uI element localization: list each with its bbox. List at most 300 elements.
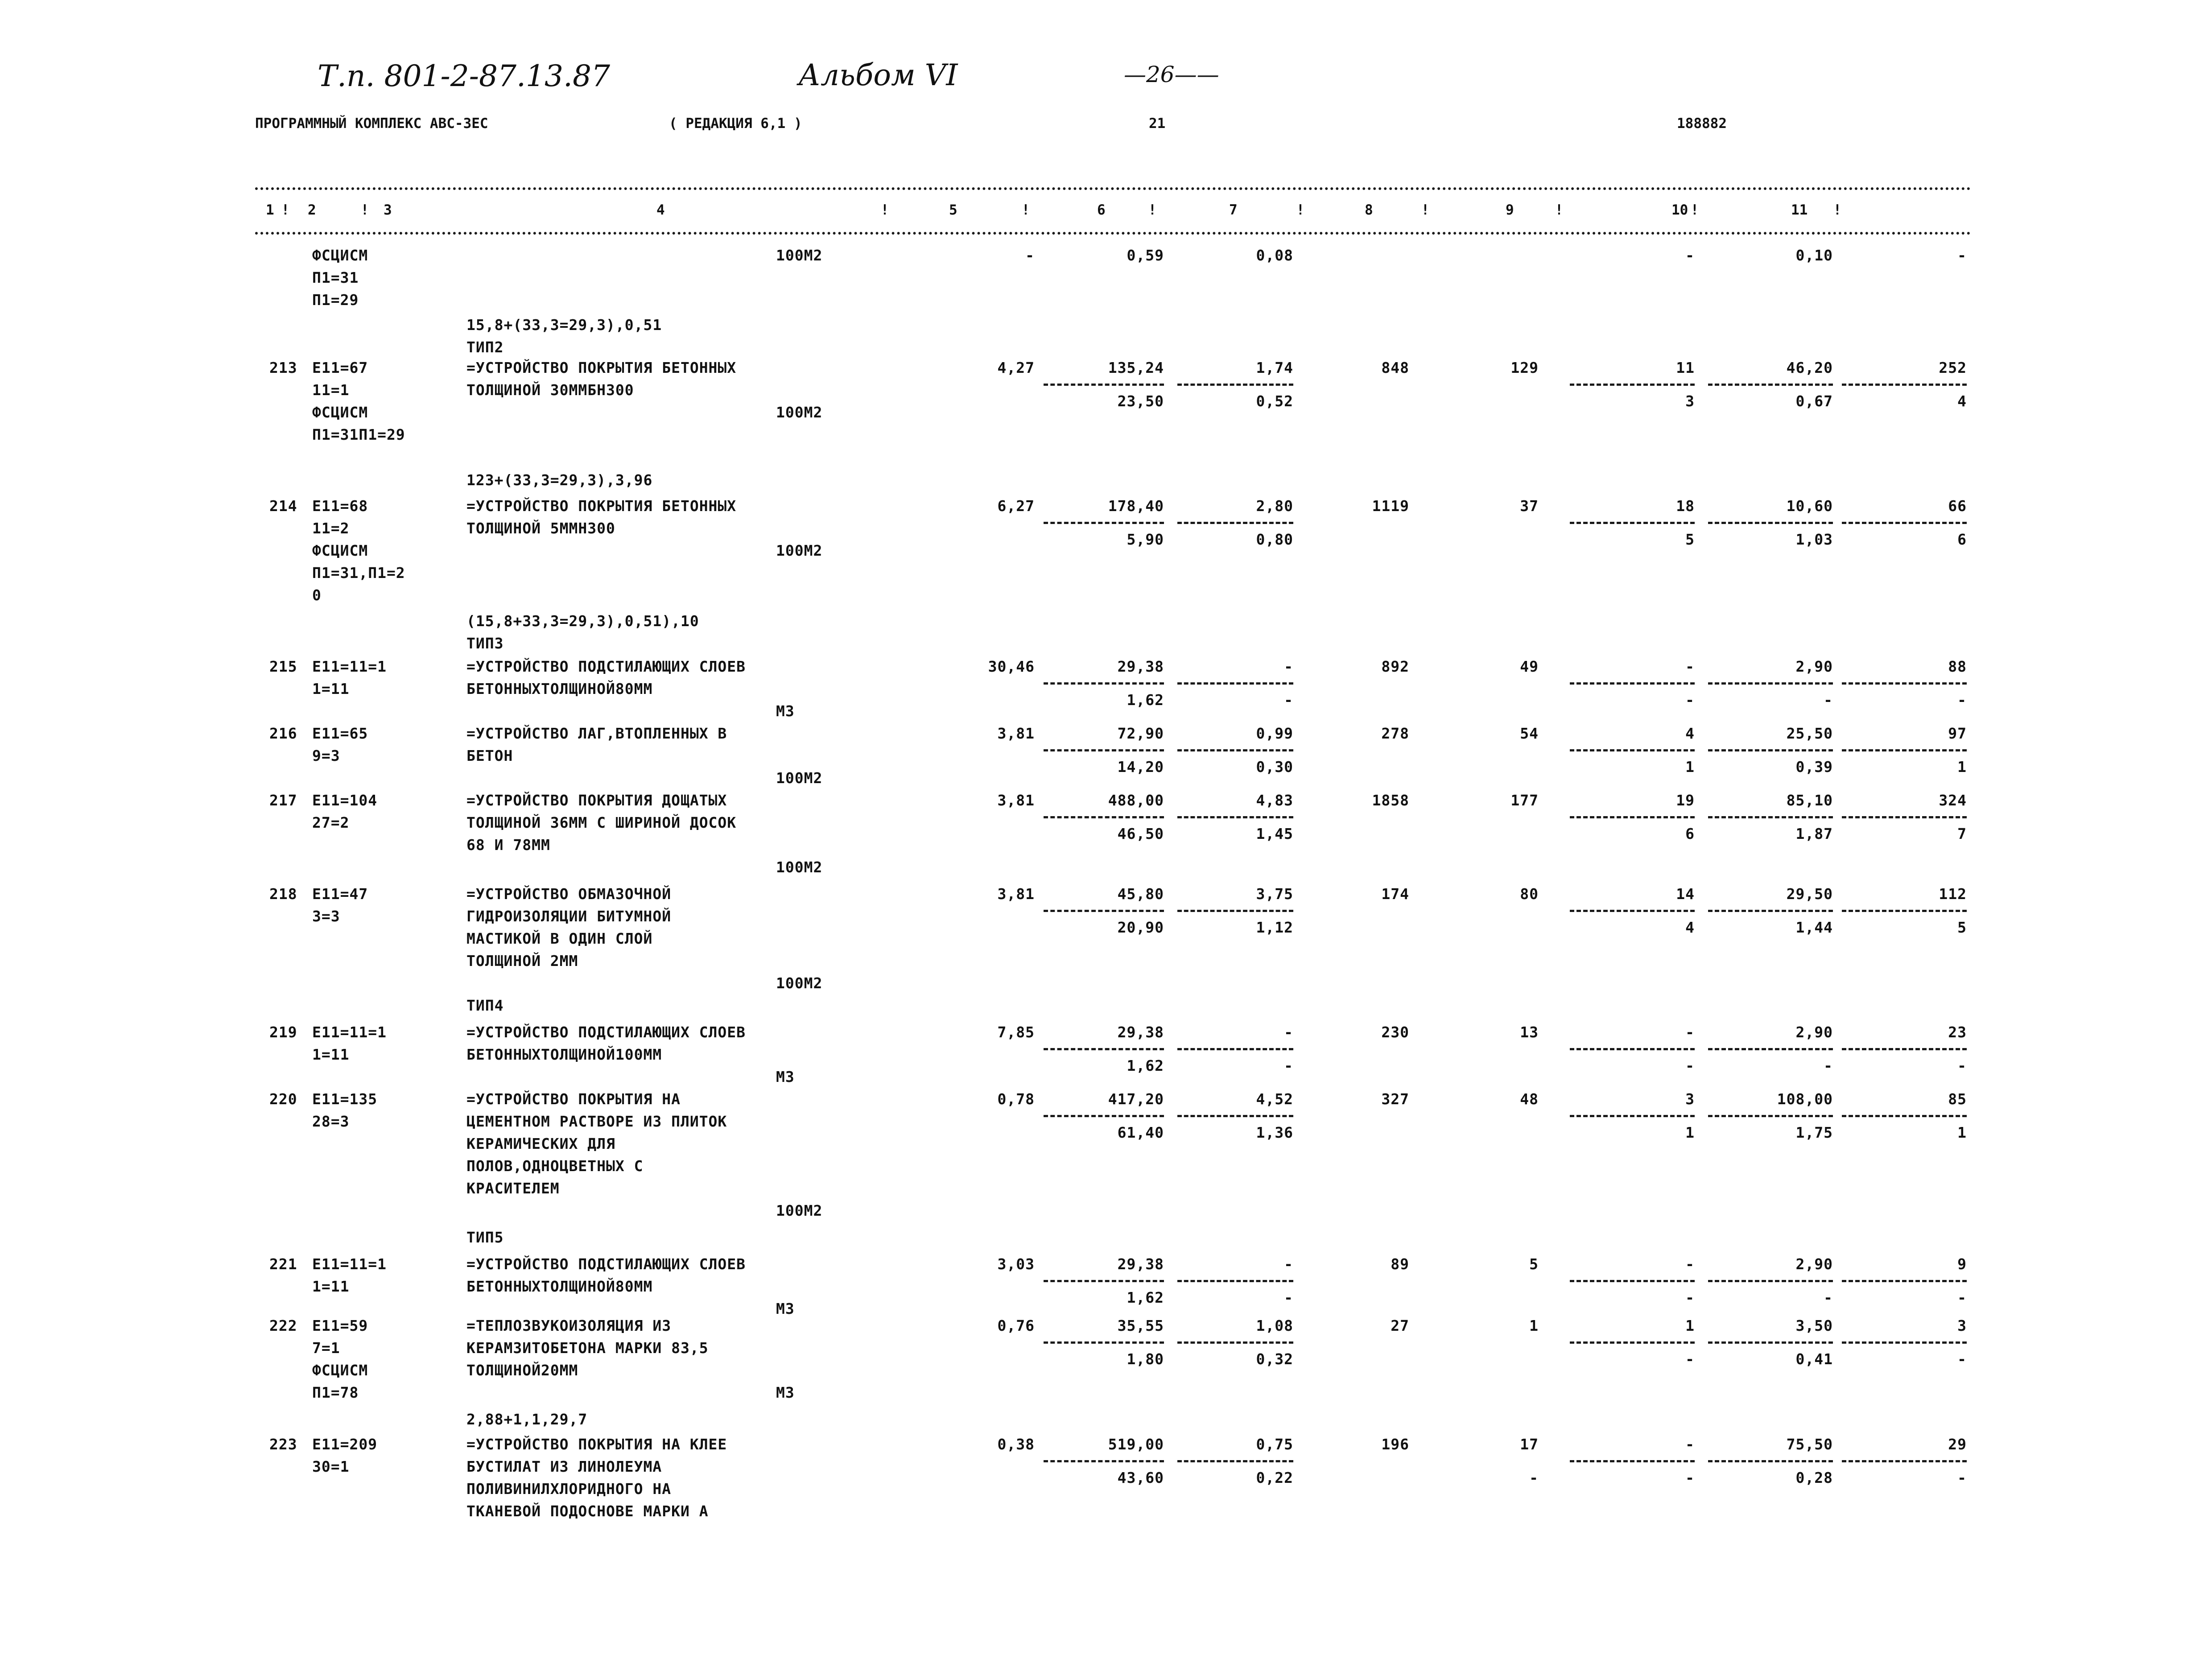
unit-of-measure: М3: [776, 702, 795, 720]
column-separator: !: [360, 202, 369, 218]
work-description: =УСТРОЙСТВО ПОДСТИЛАЮЩИХ СЛОЕВ БЕТОННЫХТОЛЩИНОЙ80ММ: [466, 1255, 746, 1295]
subtotal-rule: [1708, 1280, 1833, 1282]
work-description: =УСТРОЙСТВО ПОКРЫТИЯ НА ЦЕМЕНТНОМ РАСТВОРЕ ИЗ ПЛИТОК КЕРАМИЧЕСКИХ ДЛЯ ПОЛОВ,ОДНОЦВЕТНЫХ С КРАСИТЕЛЕМ: [466, 1090, 727, 1197]
table-row: [0, 722, 2212, 787]
document-id: 188882: [1677, 116, 1727, 132]
cell-col-6-lower: 1,45: [1256, 825, 1293, 842]
cell-col-11: 9: [1957, 1255, 1967, 1273]
cell-col-5-lower: 46,50: [1117, 825, 1164, 842]
cell-col-11-lower: -: [1957, 1469, 1967, 1486]
cell-col-9: -: [1685, 1255, 1695, 1273]
subtotal-rule: [1177, 1460, 1293, 1462]
cell-col-10-lower: -: [1824, 1057, 1833, 1074]
row-number: 218: [269, 885, 297, 903]
cell-col-6-lower: 1,36: [1256, 1124, 1293, 1141]
cell-col-6: 0,75: [1256, 1436, 1293, 1453]
cell-col-7: 1858: [1372, 792, 1409, 809]
cell-col-10-lower: 0,41: [1795, 1350, 1833, 1368]
cell-col-8: 37: [1520, 497, 1539, 515]
quantity: -: [1025, 247, 1035, 264]
subtotal-rule: [1177, 384, 1293, 386]
subtotal-rule: [1708, 384, 1833, 386]
edition-label: ( РЕДАКЦИЯ 6,1 ): [669, 116, 802, 132]
cell-col-8: 17: [1520, 1436, 1539, 1453]
cell-col-7: 327: [1381, 1090, 1409, 1108]
row-number: 222: [269, 1317, 297, 1334]
work-description: =УСТРОЙСТВО ПОКРЫТИЯ ДОЩАТЫХ ТОЛЩИНОЙ 36ММ С ШИРИНОЙ ДОСОК 68 И 78ММ: [466, 792, 737, 854]
table-row: [0, 995, 2212, 1014]
cell-col-7: 174: [1381, 885, 1409, 903]
column-header-5: 5: [949, 202, 957, 218]
column-header-4: 4: [656, 202, 665, 218]
row-number: 221: [269, 1255, 297, 1273]
row-number: 223: [269, 1436, 297, 1453]
cell-col-10-lower: 1,75: [1795, 1124, 1833, 1141]
subtotal-rule: [1044, 1048, 1164, 1050]
quantity: 7,85: [997, 1023, 1035, 1041]
subtotal-rule: [1570, 816, 1695, 818]
cell-col-11-lower: 5: [1957, 919, 1967, 936]
unit-of-measure: М3: [776, 1300, 795, 1317]
column-header-7: 7: [1229, 202, 1238, 218]
cell-col-9-lower: -: [1685, 1289, 1695, 1306]
cell-col-10-lower: 0,39: [1795, 758, 1833, 776]
table-row: [0, 789, 2212, 876]
cell-col-5-lower: 20,90: [1117, 919, 1164, 936]
cell-col-10-lower: 1,03: [1795, 531, 1833, 548]
rate-code: Е11=11=1 1=11: [312, 1023, 387, 1063]
subtotal-rule: [1842, 1341, 1967, 1344]
subtotal-rule: [1842, 522, 1967, 524]
cell-col-5-lower: 1,62: [1127, 691, 1164, 709]
row-number: 213: [269, 359, 297, 376]
cell-col-10-lower: 0,67: [1795, 392, 1833, 410]
cell-col-5-lower: 5,90: [1127, 531, 1164, 548]
cell-col-5-lower: 61,40: [1117, 1124, 1164, 1141]
cell-col-9: 1: [1685, 1317, 1695, 1334]
cell-col-5: 72,90: [1117, 725, 1164, 742]
cell-col-9-lower: 6: [1685, 825, 1695, 842]
rate-code: Е11=11=1 1=11: [312, 658, 387, 697]
cell-col-6: 1,08: [1256, 1317, 1293, 1334]
cell-col-8: 49: [1520, 658, 1539, 675]
column-header-6: 6: [1097, 202, 1106, 218]
column-header-10: 10: [1671, 202, 1688, 218]
quantity: 3,81: [997, 885, 1035, 903]
cell-col-9: 3: [1685, 1090, 1695, 1108]
cell-col-8: 1: [1529, 1317, 1539, 1334]
table-row: [0, 1408, 2212, 1428]
subtotal-rule: [1177, 816, 1293, 818]
cell-col-10-lower: 1,44: [1795, 919, 1833, 936]
subtotal-rule: [1842, 1280, 1967, 1282]
subtotal-rule: [1177, 1048, 1293, 1050]
rate-code: Е11=135 28=3: [312, 1090, 378, 1130]
cell-col-6-lower: 0,30: [1256, 758, 1293, 776]
subtotal-rule: [1842, 749, 1967, 751]
cell-col-9: -: [1685, 1436, 1695, 1453]
cell-col-11-lower: -: [1957, 1350, 1967, 1368]
subtotal-rule: [1842, 682, 1967, 685]
work-description: =УСТРОЙСТВО ОБМАЗОЧНОЙ ГИДРОИЗОЛЯЦИИ БИТУМНОЙ МАСТИКОЙ В ОДИН СЛОЙ ТОЛЩИНОЙ 2ММ: [466, 885, 672, 970]
column-header-1: 1: [266, 202, 274, 218]
column-header-2: 2: [308, 202, 316, 218]
table-row: [0, 1088, 2212, 1219]
quantity: 3,03: [997, 1255, 1035, 1273]
cell-col-5: 135,24: [1108, 359, 1164, 376]
column-separator: !: [1421, 202, 1430, 218]
cell-col-7: 196: [1381, 1436, 1409, 1453]
cell-col-5: 519,00: [1108, 1436, 1164, 1453]
cell-col-11: 88: [1948, 658, 1967, 675]
subtotal-rule: [1708, 1048, 1833, 1050]
quantity: 6,27: [997, 497, 1035, 515]
cell-col-6: 4,52: [1256, 1090, 1293, 1108]
cell-col-5: 35,55: [1117, 1317, 1164, 1334]
table-row: [0, 244, 2212, 309]
unit-of-measure: 100М2: [776, 858, 823, 876]
cell-col-9: -: [1685, 1023, 1695, 1041]
cell-col-6: 1,74: [1256, 359, 1293, 376]
work-description: =УСТРОЙСТВО ПОКРЫТИЯ БЕТОННЫХ ТОЛЩИНОЙ 30ММБН300: [466, 359, 737, 399]
subtotal-rule: [1177, 749, 1293, 751]
cell-col-11-lower: 4: [1957, 392, 1967, 410]
cell-col-11: 97: [1948, 725, 1967, 742]
subtotal-rule: [1570, 682, 1695, 685]
subtotal-rule: [1708, 816, 1833, 818]
cell-col-11: 252: [1939, 359, 1967, 376]
subtotal-rule: [1044, 1341, 1164, 1344]
subtotal-rule: [1708, 910, 1833, 912]
cell-col-11-lower: 1: [1957, 758, 1967, 776]
subtotal-rule: [1570, 1048, 1695, 1050]
subtotal-rule: [1570, 1115, 1695, 1117]
cell-col-10: 2,90: [1795, 1255, 1833, 1273]
quantity-formula: ТИП5: [466, 1229, 504, 1246]
subtotal-rule: [1177, 682, 1293, 685]
cell-col-5-lower: 23,50: [1117, 392, 1164, 410]
cell-col-8: 5: [1529, 1255, 1539, 1273]
work-description: =ТЕПЛОЗВУКОИЗОЛЯЦИЯ ИЗ КЕРАМЗИТОБЕТОНА МАРКИ 83,5 ТОЛЩИНОЙ20ММ: [466, 1317, 709, 1379]
subtotal-rule: [1842, 384, 1967, 386]
cell-col-6-lower: 0,32: [1256, 1350, 1293, 1368]
column-separator: !: [1148, 202, 1157, 218]
cell-col-6-lower: 1,12: [1256, 919, 1293, 936]
rate-code: Е11=209 30=1: [312, 1436, 378, 1475]
cell-col-5-lower: 14,20: [1117, 758, 1164, 776]
subtotal-rule: [1842, 1115, 1967, 1117]
column-separator: !: [1296, 202, 1305, 218]
quantity: 0,76: [997, 1317, 1035, 1334]
cell-col-11: 29: [1948, 1436, 1967, 1453]
cell-col-5: 0,59: [1127, 247, 1164, 264]
cell-col-9-lower: -: [1685, 1350, 1695, 1368]
unit-of-measure: 100М2: [776, 404, 823, 421]
cell-col-5: 417,20: [1108, 1090, 1164, 1108]
cell-col-5: 178,40: [1108, 497, 1164, 515]
column-separator: !: [1021, 202, 1030, 218]
table-row: [0, 1315, 2212, 1401]
quantity: 4,27: [997, 359, 1035, 376]
table-row: [0, 610, 2212, 652]
subtotal-rule: [1708, 1115, 1833, 1117]
cell-col-9-lower: -: [1685, 1057, 1695, 1074]
cell-col-9-lower: 4: [1685, 919, 1695, 936]
cell-col-6-lower: 0,80: [1256, 531, 1293, 548]
subtotal-rule: [1570, 1280, 1695, 1282]
cell-col-9: 18: [1676, 497, 1695, 515]
program-name: ПРОГРАММНЫЙ КОМПЛЕКС АВС-3ЕС: [255, 116, 488, 132]
cell-col-5: 29,38: [1117, 1255, 1164, 1273]
subtotal-rule: [1570, 522, 1695, 524]
cell-col-8-lower: -: [1529, 1469, 1539, 1486]
subtotal-rule: [1044, 384, 1164, 386]
quantity-formula: ТИП4: [466, 997, 504, 1014]
cell-col-9-lower: -: [1685, 1469, 1695, 1486]
work-description: =УСТРОЙСТВО ПОКРЫТИЯ НА КЛЕЕ БУСТИЛАТ ИЗ ЛИНОЛЕУМА ПОЛИВИНИЛХЛОРИДНОГО НА ТКАНЕВОЙ ПОДОСНОВЕ МАРКИ А: [466, 1436, 727, 1520]
cell-col-11-lower: 1: [1957, 1124, 1967, 1141]
cell-col-6-lower: -: [1284, 691, 1293, 709]
cell-col-6-lower: 0,52: [1256, 392, 1293, 410]
subtotal-rule: [1044, 910, 1164, 912]
row-number: 219: [269, 1023, 297, 1041]
cell-col-9: -: [1685, 658, 1695, 675]
quantity: 0,78: [997, 1090, 1035, 1108]
document-code: Т.п. 801-2-87.13.87: [318, 59, 610, 93]
subtotal-rule: [1177, 1341, 1293, 1344]
table-row: [0, 1226, 2212, 1246]
subtotal-rule: [1570, 384, 1695, 386]
row-number: 220: [269, 1090, 297, 1108]
cell-col-5: 29,38: [1117, 1023, 1164, 1041]
unit-of-measure: 100М2: [776, 1202, 823, 1219]
cell-col-6: 0,08: [1256, 247, 1293, 264]
work-description: =УСТРОЙСТВО ЛАГ,ВТОПЛЕННЫХ В БЕТОН: [466, 725, 727, 764]
column-separator: !: [880, 202, 889, 218]
work-description: =УСТРОЙСТВО ПОДСТИЛАЮЩИХ СЛОЕВ БЕТОННЫХТОЛЩИНОЙ100ММ: [466, 1023, 746, 1063]
cell-col-10: 2,90: [1795, 658, 1833, 675]
subtotal-rule: [1570, 1341, 1695, 1344]
cell-col-7: 230: [1381, 1023, 1409, 1041]
table-row: [0, 357, 2212, 443]
cell-col-10: 0,10: [1795, 247, 1833, 264]
row-number: 217: [269, 792, 297, 809]
cell-col-9: -: [1685, 247, 1695, 264]
album-label: Альбом VI: [798, 58, 958, 92]
subtotal-rule: [1708, 749, 1833, 751]
cell-col-11-lower: -: [1957, 1057, 1967, 1074]
subtotal-rule: [1044, 1115, 1164, 1117]
quantity: 3,81: [997, 792, 1035, 809]
cell-col-10: 75,50: [1786, 1436, 1833, 1453]
page-number: —26——: [1124, 62, 1219, 87]
quantity-formula: 123+(33,3=29,3),3,96: [466, 471, 653, 489]
table-row: [0, 469, 2212, 489]
cell-col-9-lower: 5: [1685, 531, 1695, 548]
subtotal-rule: [1177, 1115, 1293, 1117]
column-separator: !: [281, 202, 290, 218]
quantity: 3,81: [997, 725, 1035, 742]
cell-col-11: 112: [1939, 885, 1967, 903]
subtotal-rule: [1708, 1460, 1833, 1462]
cell-col-7: 1119: [1372, 497, 1409, 515]
unit-of-measure: М3: [776, 1068, 795, 1085]
cell-col-5: 488,00: [1108, 792, 1164, 809]
column-separator: !: [1833, 202, 1842, 218]
cell-col-6: -: [1284, 1255, 1293, 1273]
cell-col-6: -: [1284, 1023, 1293, 1041]
cell-col-7: 892: [1381, 658, 1409, 675]
cell-col-8: 177: [1510, 792, 1539, 809]
cell-col-10: 2,90: [1795, 1023, 1833, 1041]
cell-col-7: 848: [1381, 359, 1409, 376]
subtotal-rule: [1044, 749, 1164, 751]
subtotal-rule: [1708, 682, 1833, 685]
unit-of-measure: 100М2: [776, 542, 823, 559]
cell-col-10: 108,00: [1777, 1090, 1833, 1108]
cell-col-10: 85,10: [1786, 792, 1833, 809]
cell-col-8: 54: [1520, 725, 1539, 742]
cell-col-9: 19: [1676, 792, 1695, 809]
unit-of-measure: 100М2: [776, 247, 823, 264]
table-row: [0, 1253, 2212, 1317]
cell-col-5: 29,38: [1117, 658, 1164, 675]
subtotal-rule: [1842, 1460, 1967, 1462]
subtotal-rule: [1044, 816, 1164, 818]
rate-code: Е11=104 27=2: [312, 792, 378, 831]
subtotal-rule: [1842, 1048, 1967, 1050]
column-separator: !: [1555, 202, 1564, 218]
table-row: [0, 314, 2212, 356]
cell-col-10: 29,50: [1786, 885, 1833, 903]
quantity-formula: 15,8+(33,3=29,3),0,51 ТИП2: [466, 316, 662, 356]
table-row: [0, 495, 2212, 604]
subtotal-rule: [1044, 1280, 1164, 1282]
cell-col-5-lower: 1,80: [1127, 1350, 1164, 1368]
row-number: 216: [269, 725, 297, 742]
unit-of-measure: М3: [776, 1384, 795, 1401]
cell-col-7: 89: [1391, 1255, 1409, 1273]
sheet-number: 21: [1149, 116, 1166, 132]
cell-col-10-lower: 1,87: [1795, 825, 1833, 842]
subtotal-rule: [1044, 1460, 1164, 1462]
cell-col-11: 23: [1948, 1023, 1967, 1041]
subtotal-rule: [1177, 910, 1293, 912]
rate-code: Е11=11=1 1=11: [312, 1255, 387, 1295]
subtotal-rule: [1708, 1341, 1833, 1344]
subtotal-rule: [1842, 910, 1967, 912]
cell-col-6-lower: -: [1284, 1057, 1293, 1074]
cell-col-10: 25,50: [1786, 725, 1833, 742]
cell-col-7: 278: [1381, 725, 1409, 742]
cell-col-5-lower: 1,62: [1127, 1289, 1164, 1306]
subtotal-rule: [1177, 522, 1293, 524]
rate-code: ФСЦИСМ П1=31 П1=29: [312, 247, 368, 309]
table-row: [0, 1433, 2212, 1520]
cell-col-11: 324: [1939, 792, 1967, 809]
quantity-formula: (15,8+33,3=29,3),0,51),10 ТИП3: [466, 612, 699, 652]
cell-col-6: 0,99: [1256, 725, 1293, 742]
subtotal-rule: [1708, 522, 1833, 524]
cell-col-9: 11: [1676, 359, 1695, 376]
cell-col-8: 129: [1510, 359, 1539, 376]
quantity: 0,38: [997, 1436, 1035, 1453]
subtotal-rule: [1044, 682, 1164, 685]
column-separator: !: [1690, 202, 1699, 218]
cell-col-6-lower: -: [1284, 1289, 1293, 1306]
subtotal-rule: [1842, 816, 1967, 818]
cell-col-11: 66: [1948, 497, 1967, 515]
column-header-8: 8: [1365, 202, 1373, 218]
cell-col-5-lower: 1,62: [1127, 1057, 1164, 1074]
work-description: =УСТРОЙСТВО ПОДСТИЛАЮЩИХ СЛОЕВ БЕТОННЫХТОЛЩИНОЙ80ММ: [466, 658, 746, 697]
cell-col-8: 13: [1520, 1023, 1539, 1041]
cell-col-10: 3,50: [1795, 1317, 1833, 1334]
rate-code: Е11=67 11=1 ФСЦИСМ П1=31П1=29: [312, 359, 405, 443]
cell-col-5-lower: 43,60: [1117, 1469, 1164, 1486]
rate-code: Е11=65 9=3: [312, 725, 368, 764]
cell-col-11: 85: [1948, 1090, 1967, 1108]
cell-col-11: -: [1957, 247, 1967, 264]
cell-col-10-lower: 0,28: [1795, 1469, 1833, 1486]
subtotal-rule: [1570, 749, 1695, 751]
cell-col-8: 48: [1520, 1090, 1539, 1108]
cell-col-9-lower: 3: [1685, 392, 1695, 410]
column-header-9: 9: [1506, 202, 1514, 218]
table-row: [0, 656, 2212, 720]
rate-code: Е11=68 11=2 ФСЦИСМ П1=31,П1=2 0: [312, 497, 405, 604]
subtotal-rule: [1570, 1460, 1695, 1462]
cell-col-9-lower: -: [1685, 691, 1695, 709]
cell-col-11-lower: -: [1957, 1289, 1967, 1306]
cell-col-7: 27: [1391, 1317, 1409, 1334]
cell-col-10: 10,60: [1786, 497, 1833, 515]
cell-col-9: 4: [1685, 725, 1695, 742]
cell-col-6: 4,83: [1256, 792, 1293, 809]
row-number: 215: [269, 658, 297, 675]
cell-col-6: 2,80: [1256, 497, 1293, 515]
cell-col-11-lower: 7: [1957, 825, 1967, 842]
cell-col-10-lower: -: [1824, 691, 1833, 709]
cell-col-11-lower: -: [1957, 691, 1967, 709]
unit-of-measure: 100М2: [776, 769, 823, 787]
quantity-formula: 2,88+1,1,29,7: [466, 1411, 588, 1428]
column-header-11: 11: [1791, 202, 1808, 218]
cell-col-9: 14: [1676, 885, 1695, 903]
cell-col-10-lower: -: [1824, 1289, 1833, 1306]
cell-col-8: 80: [1520, 885, 1539, 903]
subtotal-rule: [1177, 1280, 1293, 1282]
cell-col-10: 46,20: [1786, 359, 1833, 376]
rate-code: Е11=47 3=3: [312, 885, 368, 925]
subtotal-rule: [1044, 522, 1164, 524]
cell-col-6: -: [1284, 658, 1293, 675]
cell-col-11-lower: 6: [1957, 531, 1967, 548]
cell-col-9-lower: 1: [1685, 758, 1695, 776]
table-row: [0, 883, 2212, 992]
cell-col-9-lower: 1: [1685, 1124, 1695, 1141]
cell-col-5: 45,80: [1117, 885, 1164, 903]
unit-of-measure: 100М2: [776, 974, 823, 992]
work-description: =УСТРОЙСТВО ПОКРЫТИЯ БЕТОННЫХ ТОЛЩИНОЙ 5ММН300: [466, 497, 737, 537]
cell-col-11: 3: [1957, 1317, 1967, 1334]
table-row: [0, 1021, 2212, 1085]
rate-code: Е11=59 7=1 ФСЦИСМ П1=78: [312, 1317, 368, 1401]
subtotal-rule: [1570, 910, 1695, 912]
quantity: 30,46: [988, 658, 1035, 675]
cell-col-6-lower: 0,22: [1256, 1469, 1293, 1486]
column-header-3: 3: [384, 202, 392, 218]
